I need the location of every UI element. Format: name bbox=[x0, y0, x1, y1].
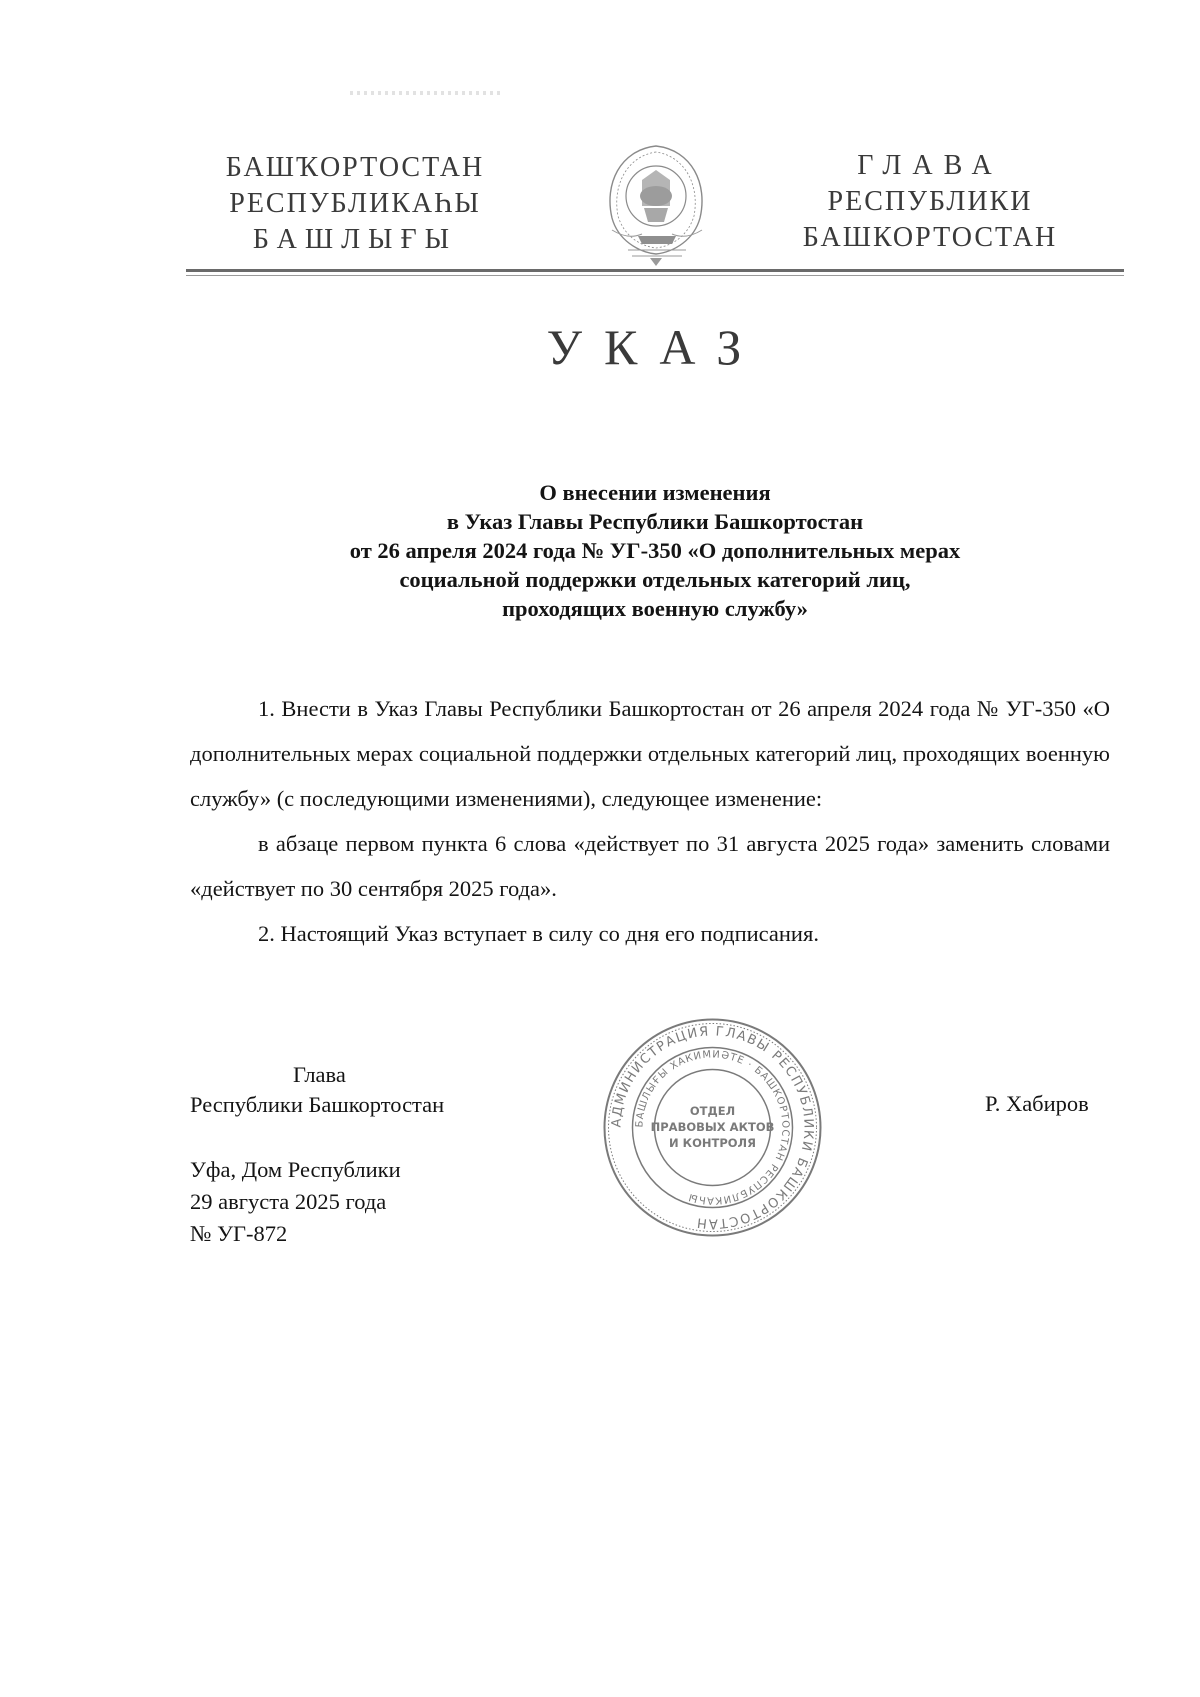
scan-noise bbox=[350, 91, 500, 95]
position-line: Республики Башкортостан bbox=[190, 1092, 445, 1117]
stamp-center-line: ПРАВОВЫХ АКТОВ bbox=[650, 1120, 775, 1134]
title-line: от 26 апреля 2024 года № УГ-350 «О дополнительных мерах bbox=[349, 538, 961, 563]
title-line: социальной поддержки отдельных категорий лиц, bbox=[399, 567, 911, 592]
header-right-line: БАШКОРТОСТАН bbox=[802, 222, 1058, 253]
header-right-line: РЕСПУБЛИКИ bbox=[827, 186, 1033, 217]
official-stamp-icon bbox=[600, 1015, 825, 1240]
body-paragraph: 1. Внести в Указ Главы Республики Башкортостан от 26 апреля 2024 года № УГ-350 «О дополнительных мерах социальной поддержки отдельных категорий лиц, проходящих военную службу» (с последующими изменениями), следующее изменение: bbox=[190, 696, 1110, 811]
body-paragraph: 2. Настоящий Указ вступает в силу со дня его подписания. bbox=[258, 921, 819, 946]
position-line: Глава bbox=[293, 1062, 346, 1087]
header-left-line: БАШҠОРТОСТАН bbox=[225, 152, 485, 183]
title-line: О внесении изменения bbox=[539, 480, 771, 505]
signatory-position bbox=[190, 1060, 530, 1120]
place-line: Уфа, Дом Республики bbox=[190, 1157, 401, 1182]
title-line: в Указ Главы Республики Башкортостан bbox=[446, 509, 864, 534]
header-right-line: ГЛАВА bbox=[857, 150, 1003, 181]
header-right-russian bbox=[770, 148, 1090, 256]
header-rule bbox=[186, 269, 1124, 272]
document-body bbox=[190, 686, 1110, 956]
document-type: УКАЗ bbox=[546, 319, 764, 375]
document-title bbox=[200, 478, 1110, 623]
bashkortostan-coat-of-arms-icon bbox=[598, 140, 716, 268]
number-line: № УГ-872 bbox=[190, 1221, 288, 1246]
header-left-bashkir bbox=[190, 150, 520, 258]
body-paragraph: в абзаце первом пункта 6 слова «действует по 31 августа 2025 года» заменить словами «действует по 30 сентября 2025 года». bbox=[190, 831, 1110, 901]
signatory-name: Р. Хабиров bbox=[985, 1091, 1089, 1116]
stamp-outer-path: АДМИНИСТРАЦИЯ ГЛАВЫ РЕСПУБЛИКИ БАШКОРТОСТАН bbox=[609, 1024, 816, 1231]
title-line: проходящих военную службу» bbox=[502, 596, 808, 621]
date-line: 29 августа 2025 года bbox=[190, 1189, 387, 1214]
header-rule-thin bbox=[186, 275, 1124, 276]
stamp-center-line: И КОНТРОЛЯ bbox=[669, 1136, 756, 1150]
header-left-line: БАШЛЫҒЫ bbox=[252, 224, 458, 255]
stamp-center-line: ОТДЕЛ bbox=[689, 1104, 736, 1118]
place-date-number bbox=[190, 1154, 401, 1250]
stamp-inner-path: БАШЛЫҒЫ ХАКИМИӘТЕ · БАШКОРТОСТАН РЕСПУБЛИКАҺЫ bbox=[634, 1049, 791, 1206]
header-left-line: РЕСПУБЛИКАҺЫ bbox=[229, 188, 481, 219]
